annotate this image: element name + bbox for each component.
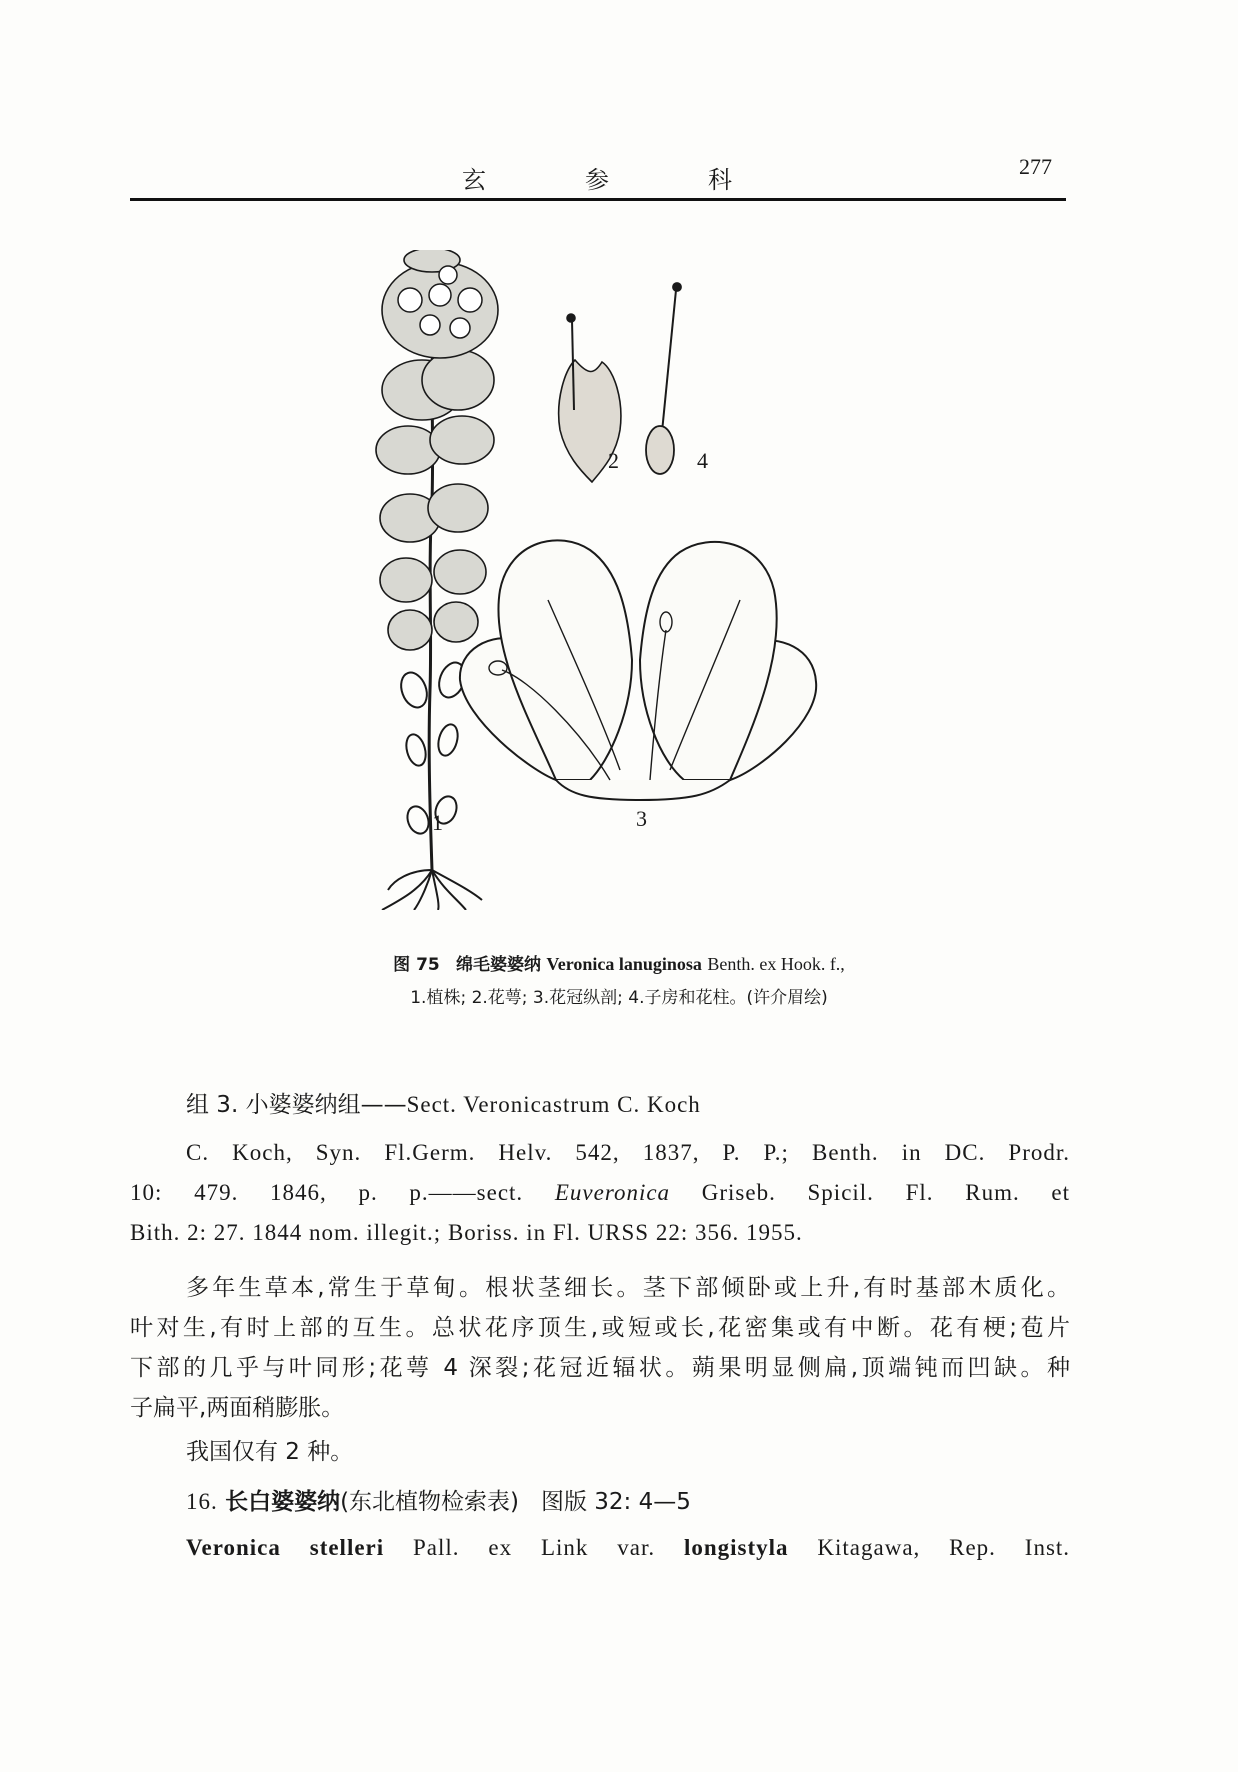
reference-line-1: C. Koch, Syn. Fl.Germ. Helv. 542, 1837, P. P.; Benth. in DC. Prodr. [186, 1140, 1070, 1165]
hairy-leaves [376, 250, 498, 650]
page-number: 277 [1019, 154, 1052, 179]
caption-name-latin: Veronica lanuginosa [546, 954, 702, 974]
header-title-char: 参 [585, 166, 609, 194]
china-species-count: 我国仅有 2 种。 [186, 1439, 354, 1465]
plant-illustration [370, 250, 870, 910]
caption-figure-number: 图 75 [393, 955, 440, 975]
figure-label-4: 4 [697, 448, 708, 473]
species-name-note: (东北植物检索表) [340, 1489, 520, 1515]
header-title-char: 玄 [462, 166, 486, 194]
reference-paragraph [130, 1133, 1070, 1253]
figure-label-1: 1 [432, 810, 443, 835]
species-plate: 图版 32: 4—5 [540, 1489, 691, 1515]
species-latin-name: Veronica stelleri [186, 1535, 385, 1560]
description-line-2: 叶对生,有时上部的互生。总状花序顶生,或短或长,花密集或有中断。花有梗;苞片 [130, 1315, 1070, 1341]
species-latin-variety: longistyla [683, 1535, 789, 1560]
figure-label-2: 2 [608, 448, 619, 473]
ovary-drawing [646, 283, 681, 474]
header-rule [130, 198, 1066, 201]
species-entry [130, 1482, 1070, 1568]
figure-caption-line1 [0, 950, 1238, 975]
section-heading-latin: Sect. Veronicastrum C. Koch [406, 1092, 701, 1117]
caption-author: Benth. ex Hook. f., [707, 954, 845, 974]
reference-line-2-a: 10: 479. 1846, p. p.——sect. [130, 1180, 524, 1205]
reference-line-2 [130, 1173, 1070, 1213]
caption-name-cn: 绵毛婆婆纳 [455, 955, 541, 975]
reference-line-3: Bith. 2: 27. 1844 nom. illegit.; Boriss. in Fl. URSS 22: 356. 1955. [130, 1220, 803, 1245]
description-paragraph [130, 1268, 1070, 1472]
corolla-drawing [460, 540, 816, 800]
section-heading [130, 1085, 1070, 1125]
species-latin-author: Pall. ex Link var. [413, 1535, 656, 1560]
botanical-figure [370, 250, 870, 910]
reference-line-2-italic: Euveronica [554, 1180, 671, 1205]
running-header [130, 150, 1060, 196]
description-line-3: 下部的几乎与叶同形;花萼 4 深裂;花冠近辐状。蒴果明显侧扁,顶端钝而凹缺。种 [130, 1355, 1070, 1381]
species-name-cn: 长白婆婆纳 [225, 1489, 341, 1515]
species-number: 16. [186, 1489, 218, 1514]
description-line-4: 子扁平,两面稍膨胀。 [130, 1395, 345, 1421]
header-title-char: 科 [708, 166, 732, 194]
reference-line-2-b: Griseb. Spicil. Fl. Rum. et [701, 1180, 1071, 1205]
species-latin-reference: Kitagawa, Rep. Inst. [817, 1535, 1071, 1560]
figure-label-3: 3 [636, 806, 647, 831]
description-line-1: 多年生草本,常生于草甸。根状茎细长。茎下部倾卧或上升,有时基部木质化。 [186, 1275, 1070, 1301]
species-latin-line [130, 1528, 1070, 1568]
section-heading-cn: 组 3. 小婆婆纳组—— [186, 1092, 407, 1118]
figure-caption-line2: 1.植株; 2.花萼; 3.花冠纵剖; 4.子房和花柱。(许介眉绘) [410, 988, 828, 1008]
